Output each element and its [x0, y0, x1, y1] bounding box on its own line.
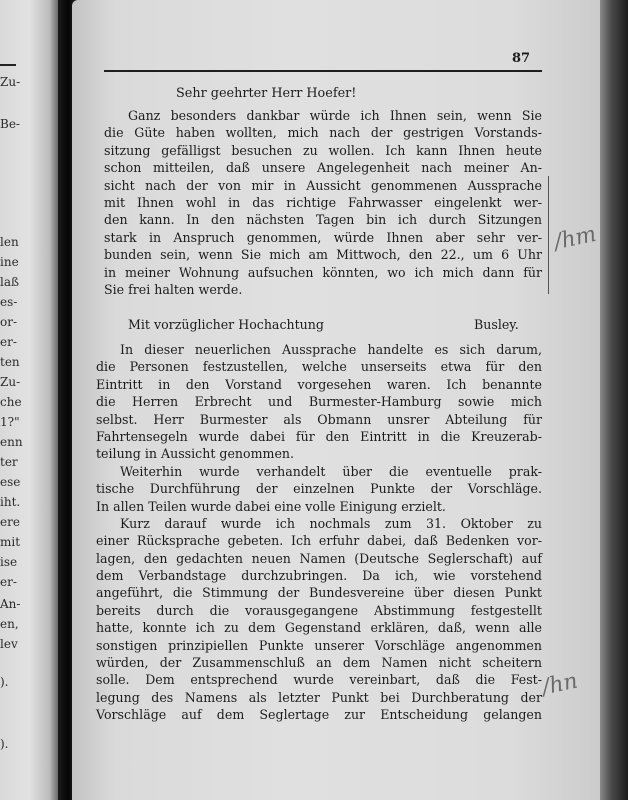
facing-page-fragment: enn: [0, 435, 23, 449]
facing-page-fragment: ese: [0, 475, 21, 489]
text-line: Vorschläge auf dem Seglertage zur Entscheidung gelangen: [96, 707, 542, 723]
facing-page-fragment: che: [0, 395, 22, 409]
text-line: Kurz darauf wurde ich nochmals zum 31. Oktober zu: [120, 515, 542, 531]
facing-page-fragment: Be-: [0, 117, 20, 131]
text-line: die Herren Erbrecht und Burmester-Hamburg sowie mich: [96, 394, 542, 410]
facing-page-fragment: or-: [0, 315, 18, 329]
handwritten-margin-note: /hm: [551, 221, 599, 256]
facing-page-fragment: lev: [0, 637, 18, 651]
text-line: Ganz besonders dankbar würde ich Ihnen sein, wenn Sie: [128, 108, 542, 123]
text-line: die Personen festzustellen, welche unserseits etwa für den: [96, 359, 542, 375]
text-line: sicht nach der von mir in Aussicht genommenen Aussprache: [104, 177, 542, 193]
facing-page-fragment: 1?": [0, 415, 20, 429]
letter-signature: Busley.: [474, 317, 519, 332]
text-line: sonstigen prinzipiellen Punkte unserer Vorschläge angenommen: [96, 637, 542, 653]
text-line: Eintritt in den Vorstand vorgesehen waren. Ich benannte: [96, 376, 542, 392]
text-line: einer Rücksprache gebeten. Ich erfuhr dabei, daß Bedenken vor-: [96, 533, 542, 549]
facing-page-fragment: ter: [0, 455, 18, 469]
facing-page-fragment: Zu-: [0, 75, 21, 89]
facing-page-fragment: ere: [0, 515, 20, 529]
facing-page-rule: [0, 64, 16, 66]
facing-page-fragment: ).: [0, 737, 9, 751]
closing-phrase: Mit vorzüglicher Hochachtung: [128, 317, 324, 332]
facing-page-fragment: ).: [0, 675, 9, 689]
text-line: würden, der Zusammenschluß an dem Namen nicht scheitern: [96, 655, 542, 671]
text-line: mit Ihnen wohl in das richtige Fahrwasser eingelenkt wer-: [104, 194, 542, 210]
text-line: hatte, konnte ich zu dem Gegenstand erklären, daß, wenn alle: [96, 620, 542, 636]
text-line: dem Verbandstage durchzubringen. Da ich, wie vorstehend: [96, 568, 542, 584]
text-line: legung des Namens als letzter Punkt bei Durchberatung der: [96, 689, 542, 705]
page-body: [96, 341, 542, 724]
letter-salutation: Sehr geehrter Herr Hoefer!: [176, 86, 357, 101]
text-line: Weiterhin wurde verhandelt über die eventuelle prak-: [120, 463, 542, 479]
margin-mark-line: [548, 176, 549, 294]
text-line: in meiner Wohnung aufsuchen könnten, wo ich mich dann für: [104, 264, 542, 280]
facing-page-fragment: An-: [0, 597, 21, 611]
page-number: 87: [512, 51, 531, 66]
facing-page-fragment: ine: [0, 255, 19, 269]
facing-page-fragment: en,: [0, 617, 19, 631]
letter-closing: [128, 317, 528, 332]
text-line: In dieser neuerlichen Aussprache handelte es sich darum,: [120, 342, 542, 357]
facing-page-fragment: len: [0, 235, 19, 249]
text-line: bereits durch die vorausgegangene Abstimmung festgestellt: [96, 602, 542, 618]
facing-page-fragment: ise: [0, 555, 18, 569]
facing-page-fragment: iht.: [0, 495, 21, 509]
text-line: Fahrtensegeln wurde dabei für den Eintritt in die Kreuzerab-: [96, 428, 542, 444]
text-line: den kann. In den nächsten Tagen bin ich durch Sitzungen: [104, 212, 542, 228]
facing-page-fragment: ten: [0, 355, 20, 369]
handwritten-margin-note: /hn: [539, 668, 580, 701]
text-line: Sie frei halten werde.: [104, 281, 243, 297]
text-line: angeführt, die Stimmung der Bundesvereine über diesen Punkt: [96, 585, 542, 601]
text-line: teilung in Aussicht genommen.: [96, 446, 295, 462]
facing-page-fragment: mit: [0, 535, 21, 549]
header-rule: [104, 70, 542, 72]
facing-page-fragment: laß: [0, 275, 20, 289]
text-line: solle. Dem entsprechend wurde vereinbart, daß die Fest-: [96, 672, 542, 688]
text-line: lagen, den gedachten neuen Namen (Deutsche Seglerschaft) auf: [96, 550, 542, 566]
text-line: sitzung gefälligst besuchen zu wollen. Ich kann Ihnen heute: [104, 142, 542, 158]
facing-page-fragment: Zu-: [0, 375, 21, 389]
page-edge: [600, 0, 628, 800]
text-line: schon mitteilen, daß unsere Angelegenheit nach meiner An-: [104, 160, 542, 176]
text-line: bunden sein, wenn Sie mich am Mittwoch, den 22., um 6 Uhr: [104, 247, 542, 263]
letter-body: [104, 107, 542, 298]
facing-page-fragment: er-: [0, 335, 17, 349]
text-line: stark in Anspruch genommen, würde Ihnen aber sehr ver-: [104, 229, 542, 245]
facing-page-fragment: er-: [0, 575, 17, 589]
facing-page-fragment: es-: [0, 295, 18, 309]
text-line: selbst. Herr Burmester als Obmann unsrer Abteilung für: [96, 411, 542, 427]
text-line: tische Durchführung der einzelnen Punkte der Vorschläge.: [96, 481, 542, 497]
facing-page: [0, 0, 58, 800]
text-line: In allen Teilen wurde dabei eine volle Einigung erzielt.: [96, 498, 446, 514]
text-line: die Güte haben wollten, mich nach der gestrigen Vorstands-: [104, 125, 542, 141]
